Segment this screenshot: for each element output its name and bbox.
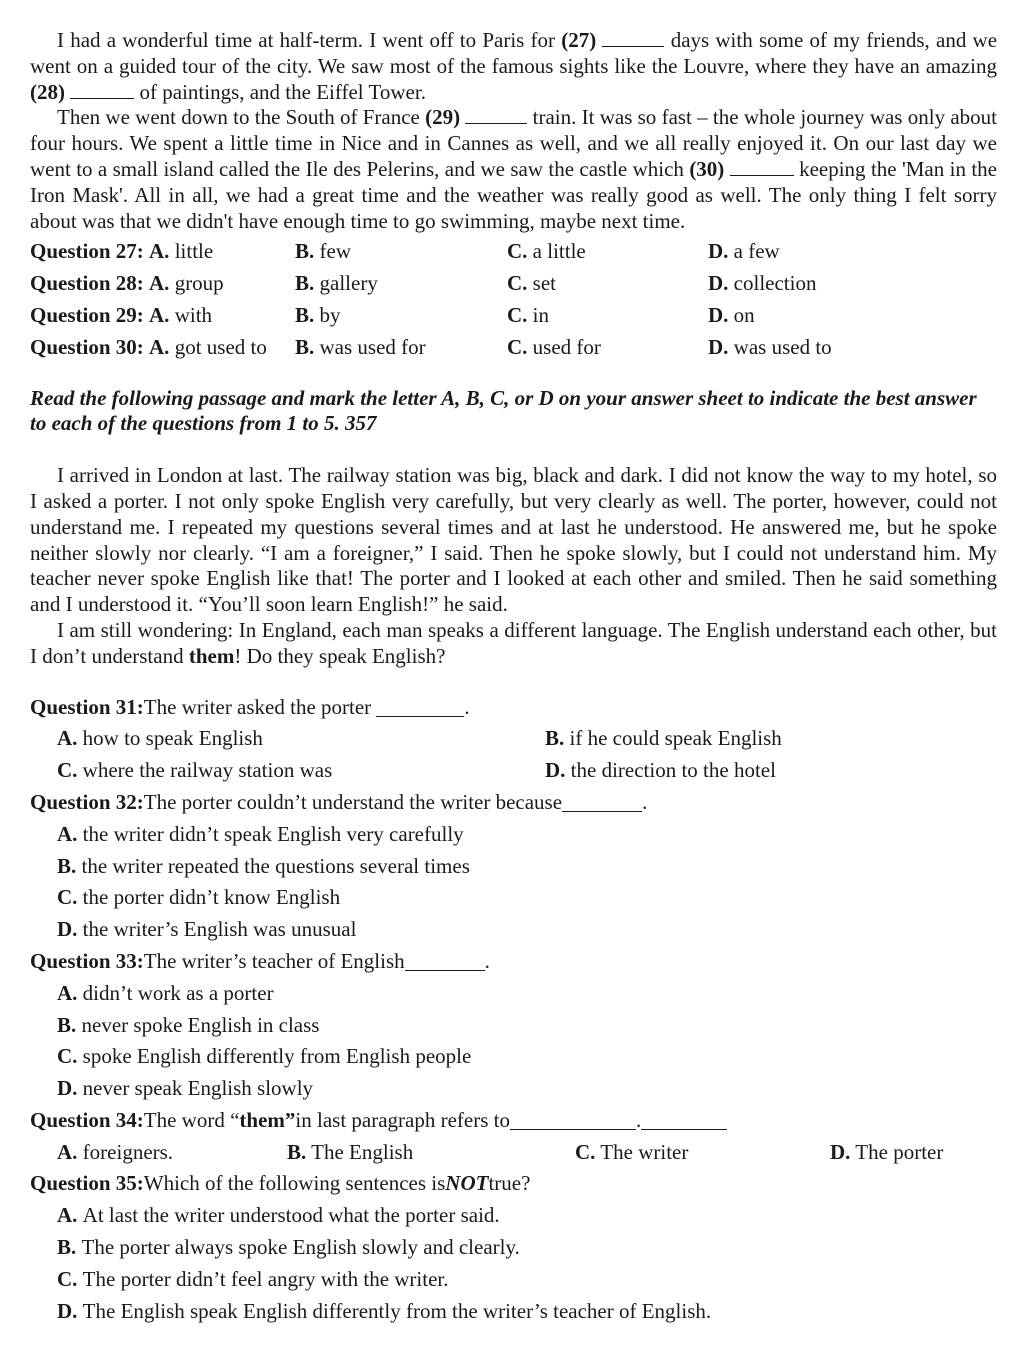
question-33-option-b: B. never spoke English in class bbox=[57, 1012, 320, 1037]
passage1-paragraph1: I had a wonderful time at half-term. I went off to Paris for (27) days with some of my friends, and we went on a guided tour of the city. We saw most of the famous sights like the Louvre, where they have an amazing (28) of paintings, and the Eiffel Tower. bbox=[30, 28, 998, 104]
question-32 bbox=[30, 787, 997, 946]
bold-word-them: them bbox=[188, 643, 235, 668]
question-32-option-b: B. the writer repeated the questions several times bbox=[57, 853, 470, 878]
question-35-option-a: A. At last the writer understood what the porter said. bbox=[57, 1203, 500, 1228]
question-33-option-c: C. spoke English differently from English people bbox=[57, 1044, 472, 1069]
question-31-options-cd: C. where the railway station was D. the direction to the hotel bbox=[57, 758, 776, 783]
answer-blank-27 bbox=[602, 28, 664, 47]
question-35-option-b: B. The porter always spoke English slowly and clearly. bbox=[57, 1235, 520, 1260]
answer-blank-30 bbox=[730, 157, 794, 176]
answer-blank-34a bbox=[510, 1111, 636, 1130]
passage2 bbox=[30, 463, 997, 669]
question-35-stem: Question 35: Which of the following sentences is NOT true? bbox=[30, 1171, 531, 1196]
answer-blank-31 bbox=[376, 698, 464, 717]
question-31-stem: Question 31: The writer asked the porter . bbox=[30, 694, 470, 719]
question-35-option-d: D. The English speak English differently from the writer’s teacher of English. bbox=[57, 1298, 712, 1323]
question-32-option-a: A. the writer didn’t speak English very carefully bbox=[57, 821, 464, 846]
question-33-option-d: D. never speak English slowly bbox=[57, 1076, 314, 1101]
reading-instruction: Read the following passage and mark the letter A, B, C, or D on your answer sheet to indicate the best answer to each of the questions from 1 to 5. 357 bbox=[30, 385, 977, 436]
question-32-option-d: D. the writer’s English was unusual bbox=[57, 917, 357, 942]
answer-blank-28 bbox=[70, 80, 134, 99]
question-35 bbox=[30, 1168, 997, 1327]
question-32-stem: Question 32: The porter couldn’t understand the writer because . bbox=[30, 789, 648, 814]
question-33 bbox=[30, 946, 997, 1105]
blank-number-30: (30) bbox=[689, 156, 725, 181]
blank-number-27: (27) bbox=[561, 28, 597, 52]
question-27-options: Question 27: A. little B. few C. a little D. a few bbox=[30, 239, 780, 264]
passage1-paragraph2: Then we went down to the South of France (29) train. It was so fast – the whole journey was only about four hours. We spent a little time in Nice and in Cannes as well, and we all really enjoyed it. On our last day we went to a small island called the Ile des Pelerins, and we saw the castle which (30) keeping the 'Man in the Iron Mask'. All in all, we had a great time and the weather was really good as well. The only thing I felt sorry about was that we didn't have enough time to go swimming, maybe next time. bbox=[30, 105, 998, 233]
question-34-options: A. foreigners. B. The English C. The writer D. The porter bbox=[57, 1139, 944, 1164]
question-28-options: Question 28: A. group B. gallery C. set D. collection bbox=[30, 271, 817, 296]
question-34-stem: Question 34: The word “ them” in last paragraph refers to . bbox=[30, 1105, 997, 1137]
question-33-stem: Question 33: The writer’s teacher of English . bbox=[30, 948, 490, 973]
question-34 bbox=[30, 1105, 997, 1169]
answer-blank-29 bbox=[465, 105, 527, 124]
answer-blank-33 bbox=[405, 952, 485, 971]
answer-blank-32 bbox=[562, 793, 642, 812]
question-31-options-ab: A. how to speak English B. if he could speak English bbox=[57, 726, 782, 751]
blank-number-29: (29) bbox=[425, 105, 461, 130]
worksheet-page bbox=[30, 28, 997, 1327]
blank-number-28: (28) bbox=[30, 79, 65, 104]
passage2-paragraph2: I am still wondering: In England, each man speaks a different language. The English understand each other, but I don’t understand them! Do they speak English? bbox=[30, 617, 997, 668]
question-33-option-a: A. didn’t work as a porter bbox=[57, 980, 274, 1005]
question-31 bbox=[30, 692, 997, 787]
question-30-options: Question 30: A. got used to B. was used for C. used for D. was used to bbox=[30, 334, 832, 359]
question-35-option-c: C. The porter didn’t feel angry with the writer. bbox=[57, 1266, 449, 1291]
question-29-options: Question 29: A. with B. by C. in D. on bbox=[30, 302, 755, 327]
answer-blank-34b bbox=[641, 1111, 727, 1130]
passage2-paragraph1: I arrived in London at last. The railway station was big, black and dark. I did not know the way to my hotel, so I asked a porter. I not only spoke English very carefully, but very clearly as well. The porter, however, could not understand me. I repeated my questions several times and at last he understood. He answered me, but he spoke neither slowly nor clearly. “I am a foreigner,” I said. Then he spoke slowly, but I could not understand him. My teacher never spoke English like that! The porter and I looked at each other and smiled. Then he said something and I understood it. “You’ll soon learn English!” he said. bbox=[30, 463, 997, 617]
question-32-option-c: C. the porter didn’t know English bbox=[57, 885, 341, 910]
cloze-options bbox=[30, 236, 997, 363]
